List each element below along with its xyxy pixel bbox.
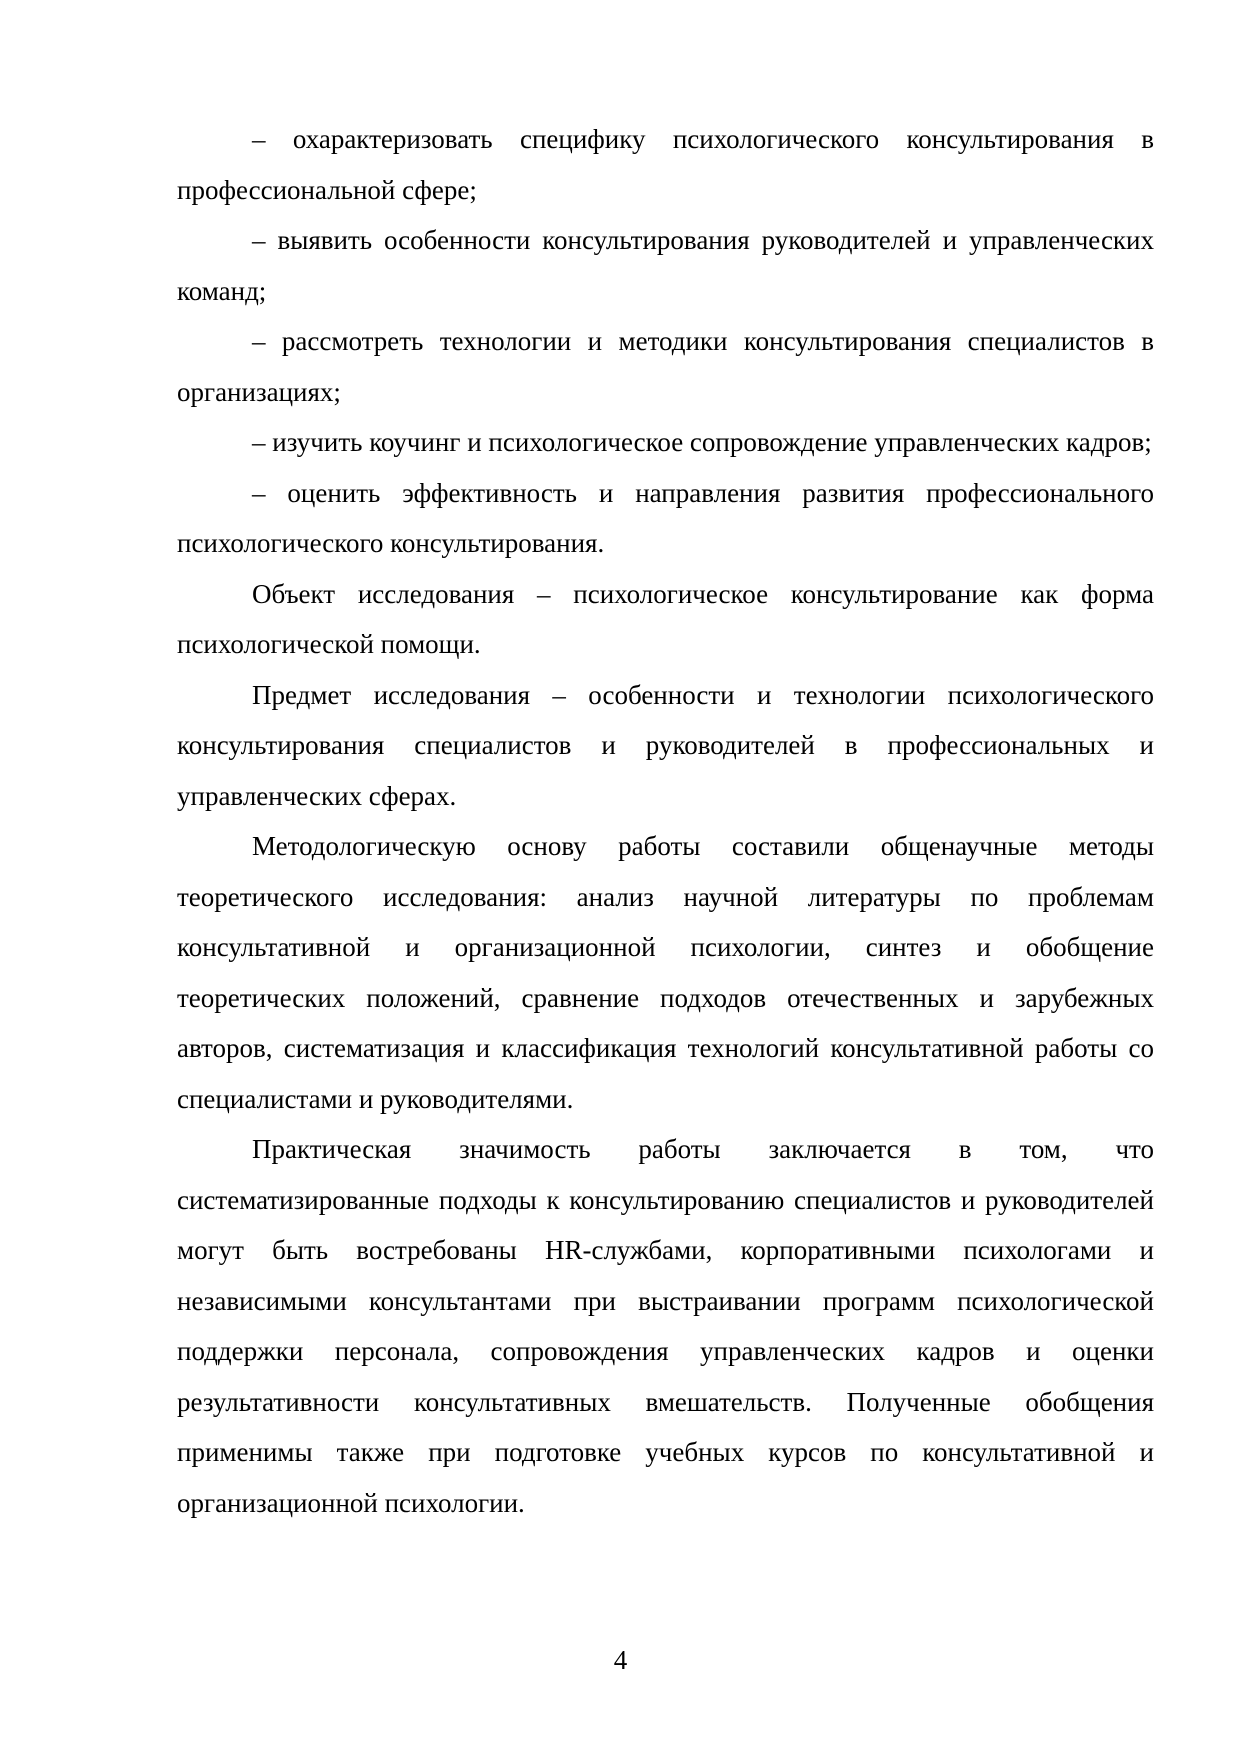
practical-significance-paragraph: Практическая значимость работы заключается в том, что систематизированные подходы к консультированию специалистов и руководителей могут быть востребованы HR-службами, корпоративными психологами и независимыми консультантами при выстраивании программ психологической поддержки персонала, сопровождения управленческих кадров и оценки результативности консультативных вмешательств. Полученные обобщения применимы также при подготовке учебных курсов по консультативной и организационной психологии.	[177, 1134, 1154, 1518]
task-item-study: – изучить коучинг и психологическое сопровождение управленческих кадров;	[252, 427, 1152, 457]
document-body	[177, 114, 1154, 1528]
research-subject-paragraph: Предмет исследования – особенности и технологии психологического консультирования специалистов и руководителей в профессиональных и управленческих сферах.	[177, 679, 1154, 811]
task-item-evaluate: – оценить эффективность и направления развития профессионального психологического консультирования.	[177, 477, 1154, 558]
research-object-paragraph: Объект исследования – психологическое консультирование как форма психологической помощи.	[177, 578, 1154, 659]
task-item-characterize: – охарактеризовать специфику психологического консультирования в профессиональной сфере;	[177, 124, 1154, 205]
task-item-consider: – рассмотреть технологии и методики консультирования специалистов в организациях;	[177, 326, 1154, 407]
task-item-identify: – выявить особенности консультирования руководителей и управленческих команд;	[177, 225, 1154, 306]
methodology-paragraph: Методологическую основу работы составили общенаучные методы теоретического исследования: анализ научной литературы по проблемам консультативной и организационной психологии, синтез и обобщение теоретических положений, сравнение подходов отечественных и зарубежных авторов, систематизация и классификация технологий консультативной работы со специалистами и руководителями.	[177, 831, 1154, 1114]
page-number: 4	[613, 1645, 628, 1675]
